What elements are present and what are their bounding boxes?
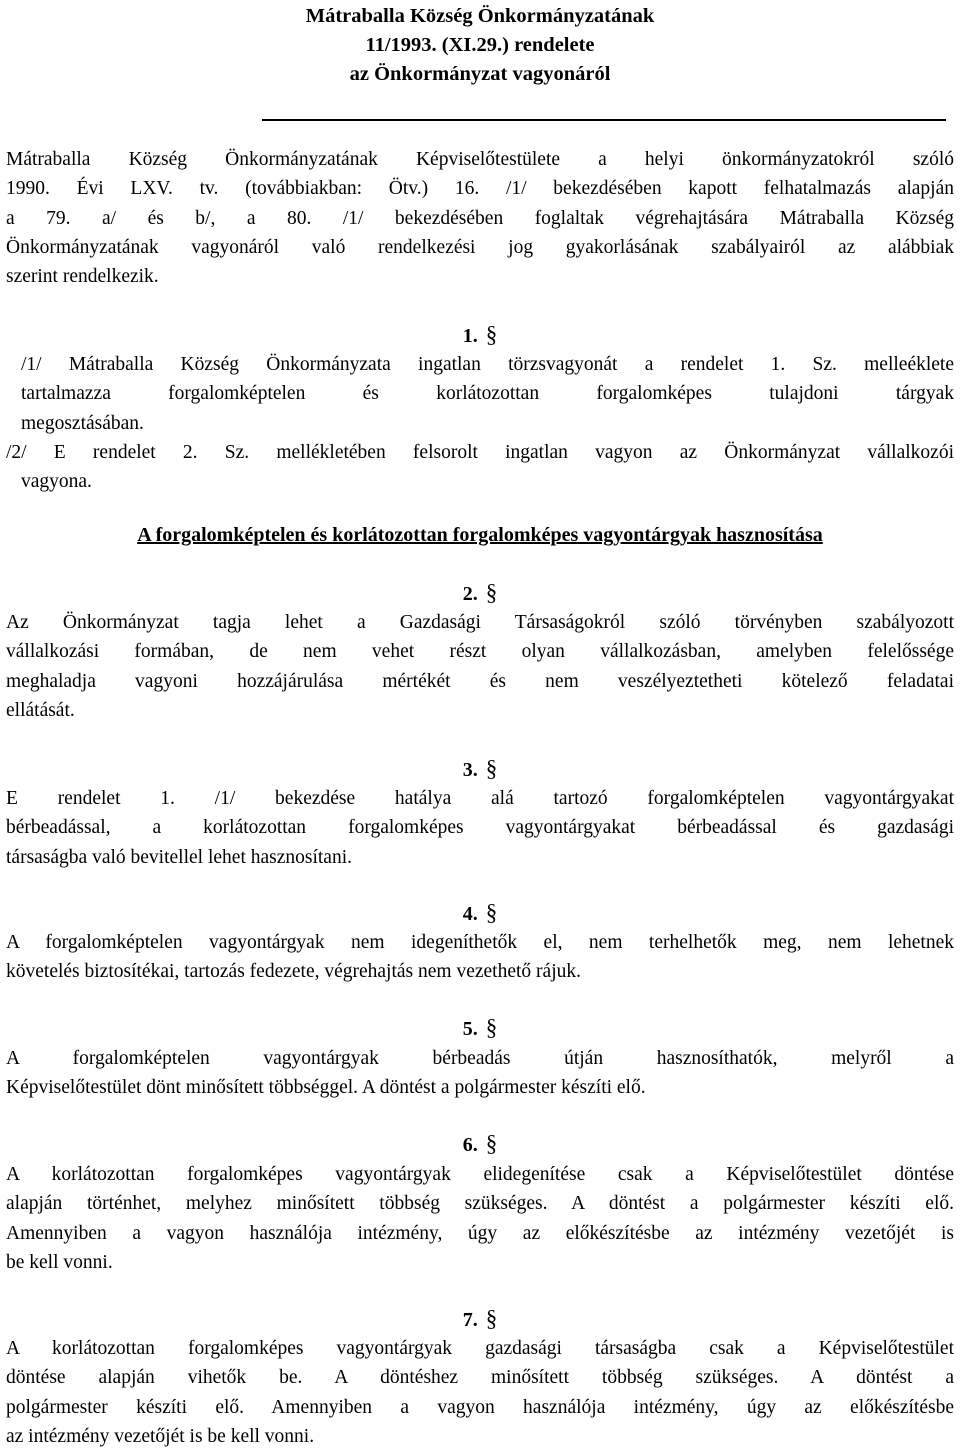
paragraph-line: polgármester készíti elő. Amennyiben a vagyon használója intézmény, úgy az előkészítésbe [6,1396,954,1418]
preamble-line: szerint rendelkezik. [6,266,159,288]
section-sign: § [485,322,498,347]
title-line-3: az Önkormányzat vagyonáról [349,63,611,85]
paragraph-line: az intézmény vezetőjét is be kell vonni. [6,1425,315,1447]
paragraph-line: be kell vonni. [6,1251,113,1273]
paragraph-line: meghaladja vagyoni hozzájárulása mértékét és nem veszélyeztetheti kötelező feladatai [6,670,954,692]
section-number: 5. [462,1018,478,1040]
preamble-line: Önkormányzatának vagyonáról való rendelkezési jog gyakorlásának szabályairól az alábbiak [6,236,954,258]
chapter-subtitle: A forgalomképtelen és korlátozottan forgalomképes vagyontárgyak hasznosítása [137,524,823,546]
paragraph-line: /1/ Mátraballa Község Önkormányzata ingatlan törzsvagyonát a rendelet 1. Sz. melleéklete [21,354,954,375]
paragraph-line: A forgalomképtelen vagyontárgyak nem idegeníthetők el, nem terhelhetők meg, nem lehetnek [6,932,954,953]
paragraph-line: Az Önkormányzat tagja lehet a Gazdasági Társaságokról szóló törvényben szabályozott [6,612,954,633]
paragraph-line: vagyona. [21,471,92,493]
section-1-paragraph-1 [21,350,954,438]
section-number: 6. [462,1134,478,1156]
section-4-heading [0,900,960,926]
section-number: 4. [462,903,478,925]
paragraph-line: alapján történhet, melyhez minősített többség szükséges. A döntést a polgármester készíti elő. [6,1193,954,1215]
section-sign: § [485,1131,498,1156]
section-number: 3. [462,759,478,781]
paragraph-line: A forgalomképtelen vagyontárgyak bérbeadás útján hasznosíthatók, melyről a [6,1048,954,1069]
section-2-heading [0,580,960,606]
section-number: 2. [462,583,478,605]
paragraph-line: ellátását. [6,699,75,721]
paragraph-line: Amennyiben a vagyon használója intézmény, úgy az előkészítésbe az intézmény vezetőjét is [6,1222,954,1244]
section-1-paragraph-2 [6,438,954,497]
paragraph-line: bérbeadással, a korlátozottan forgalomképes vagyontárgyakat bérbeadással és gazdasági [6,817,954,839]
section-sign: § [485,1306,498,1331]
preamble-line: 1990. Évi LXV. tv. (továbbiakban: Ötv.) 16. /1/ bekezdésében kapott felhatalmazás alapján [6,178,954,200]
section-1-heading [0,322,960,348]
section-7-heading [0,1306,960,1332]
paragraph-line: vállalkozási formában, de nem vehet részt olyan vállalkozásban, amelyben felelőssége [6,641,954,663]
section-3-heading [0,756,960,782]
preamble-line: Mátraballa Község Önkormányzatának Képviselőtestülete a helyi önkormányzatokról szóló [6,149,954,170]
section-2-text [6,608,954,725]
section-3-text [6,784,954,872]
section-sign: § [485,580,498,605]
title-line-1: Mátraballa Község Önkormányzatának [305,5,655,27]
paragraph-line: követelés biztosítékai, tartozás fedezete, végrehajtás nem vezethető rájuk. [6,961,581,983]
section-number: 1. [462,325,478,347]
section-4-text [6,928,954,987]
section-5-heading [0,1015,960,1041]
paragraph-line: /2/ E rendelet 2. Sz. mellékletében felsorolt ingatlan vagyon az Önkormányzat vállalkozói [6,442,954,463]
paragraph-line: tartalmazza forgalomképtelen és korlátozottan forgalomképes tulajdoni tárgyak [21,383,954,405]
title-divider [262,119,946,121]
paragraph-line: A korlátozottan forgalomképes vagyontárgyak elidegenítése csak a Képviselőtestület döntése [6,1164,954,1185]
paragraph-line: társaságba való bevitellel lehet hasznosítani. [6,846,353,868]
section-number: 7. [462,1309,478,1331]
title-line-2: 11/1993. (XI.29.) rendelete [365,34,595,56]
preamble [6,145,954,291]
section-sign: § [485,900,498,925]
paragraph-line: döntése alapján vihetők be. A döntéshez minősített többség szükséges. A döntést a [6,1367,954,1389]
section-6-text [6,1160,954,1277]
preamble-line: a 79. a/ és b/, a 80. /1/ bekezdésében foglaltak végrehajtására Mátraballa Község [6,207,954,229]
section-sign: § [485,1015,498,1040]
paragraph-line: A korlátozottan forgalomképes vagyontárgyak gazdasági társaságba csak a Képviselőtestület [6,1338,954,1359]
paragraph-line: Képviselőtestület dönt minősített többséggel. A döntést a polgármester készíti elő. [6,1077,646,1099]
section-5-text [6,1044,954,1103]
section-7-text [6,1334,954,1451]
paragraph-line: megosztásában. [21,412,144,434]
section-sign: § [485,756,498,781]
paragraph-line: E rendelet 1. /1/ bekezdése hatálya alá tartozó forgalomképtelen vagyontárgyakat [6,788,954,809]
section-6-heading [0,1131,960,1157]
document-title [0,2,960,89]
